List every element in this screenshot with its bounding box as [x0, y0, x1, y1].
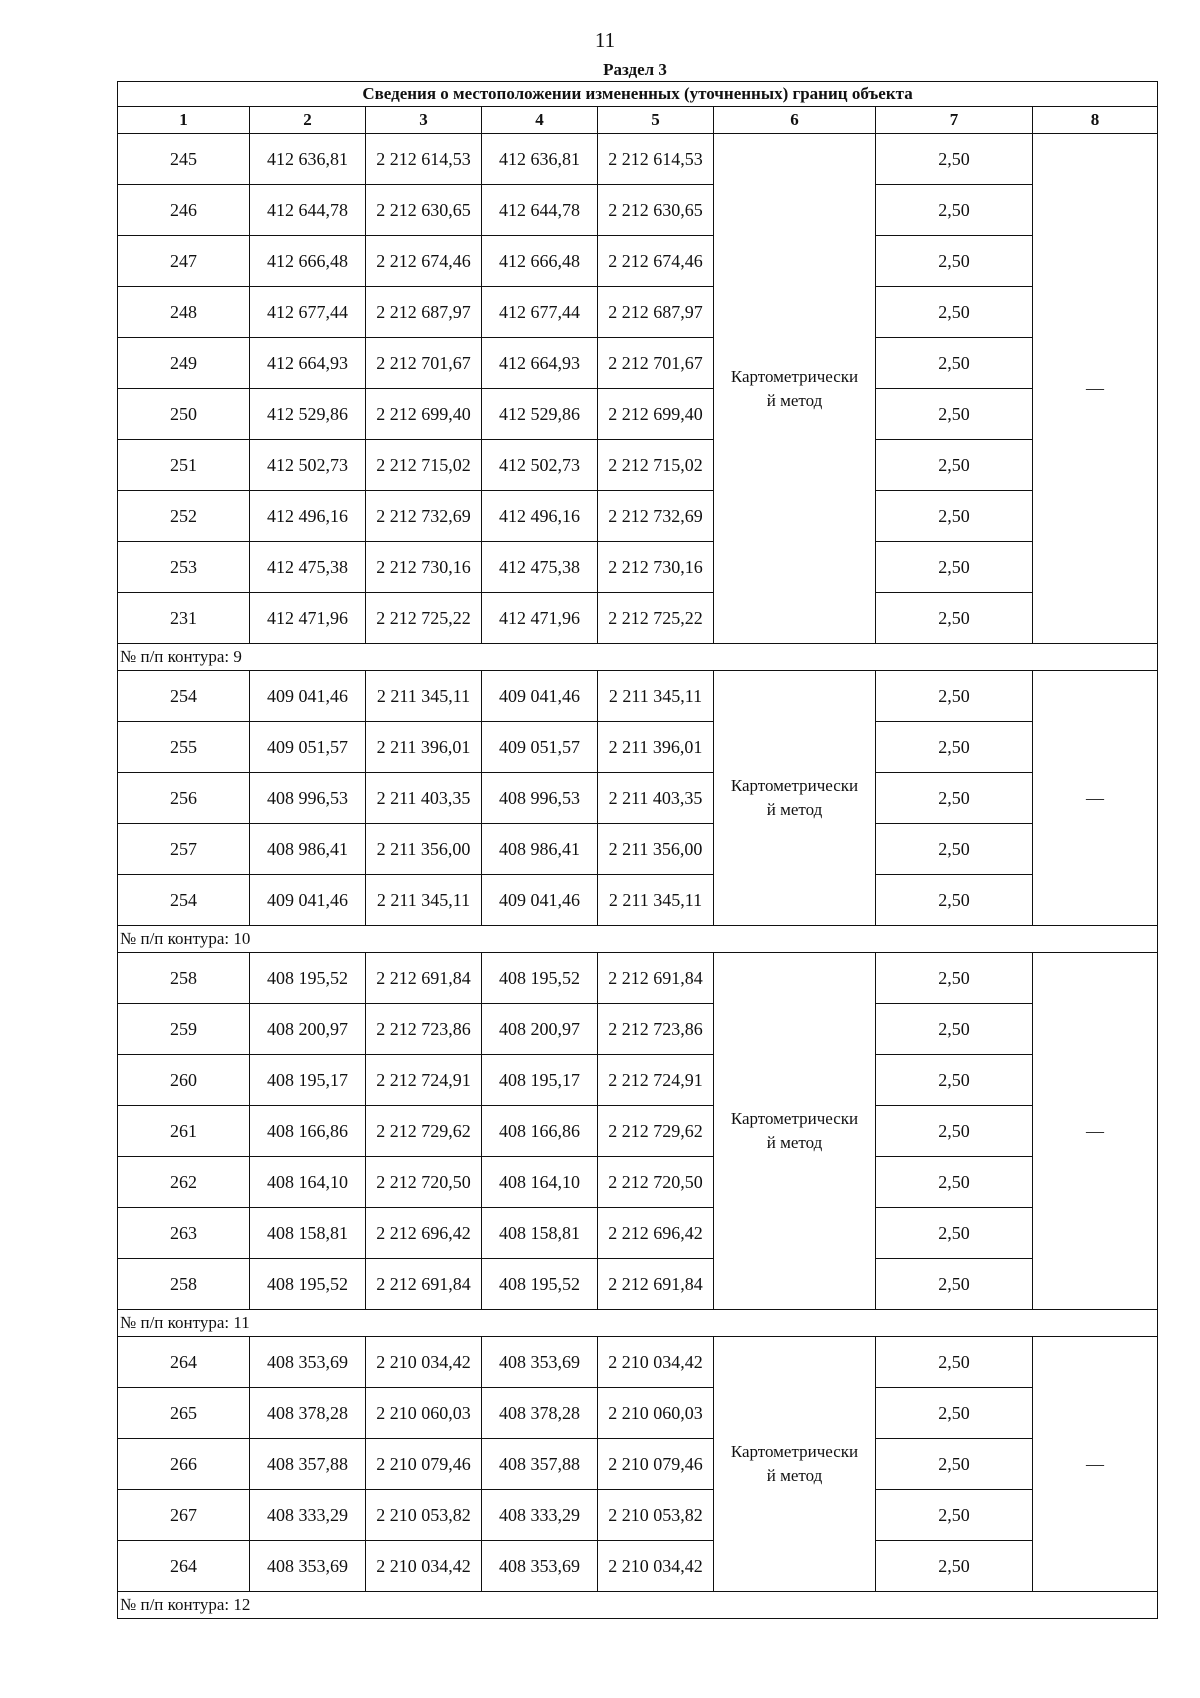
table-cell: 2 210 060,03 — [598, 1388, 714, 1439]
column-header: 7 — [876, 107, 1033, 134]
contour-number: 9 — [233, 647, 242, 666]
accuracy-cell: 2,50 — [876, 671, 1033, 722]
table-cell: 412 475,38 — [482, 542, 598, 593]
table-cell: 265 — [118, 1388, 250, 1439]
table-cell: 2 210 034,42 — [366, 1541, 482, 1592]
coordinates-table — [117, 81, 1158, 1619]
table-cell: 2 212 723,86 — [366, 1004, 482, 1055]
contour-number: 12 — [233, 1595, 251, 1614]
table-cell: 246 — [118, 185, 250, 236]
table-cell: 408 200,97 — [482, 1004, 598, 1055]
contour-label: № п/п контура: — [120, 929, 230, 948]
table-cell: 2 211 396,01 — [598, 722, 714, 773]
table-row — [118, 1541, 1158, 1592]
table-cell: 409 041,46 — [482, 671, 598, 722]
table-cell: 2 212 696,42 — [598, 1208, 714, 1259]
accuracy-cell: 2,50 — [876, 1208, 1033, 1259]
table-row — [118, 953, 1158, 1004]
table-cell: 255 — [118, 722, 250, 773]
table-row — [118, 1106, 1158, 1157]
table-cell: 259 — [118, 1004, 250, 1055]
table-cell: 2 212 691,84 — [366, 953, 482, 1004]
accuracy-cell: 2,50 — [876, 1439, 1033, 1490]
table-cell: 408 158,81 — [482, 1208, 598, 1259]
contour-row — [118, 644, 1158, 671]
accuracy-cell: 2,50 — [876, 593, 1033, 644]
table-cell: 408 195,52 — [250, 953, 366, 1004]
table-cell: 263 — [118, 1208, 250, 1259]
method-text-line1: Картометрически — [730, 366, 859, 386]
method-text-line1: Картометрически — [730, 1442, 859, 1461]
contour-label: № п/п контура: — [120, 647, 230, 666]
accuracy-cell: 2,50 — [876, 953, 1033, 1004]
accuracy-cell: 2,50 — [876, 1259, 1033, 1310]
table-cell: 2 211 403,35 — [366, 773, 482, 824]
table-cell: 2 212 723,86 — [598, 1004, 714, 1055]
table-cell: 251 — [118, 440, 250, 491]
table-cell: 256 — [118, 773, 250, 824]
table-cell: 254 — [118, 671, 250, 722]
table-row — [118, 389, 1158, 440]
table-row — [118, 593, 1158, 644]
table-cell: 257 — [118, 824, 250, 875]
accuracy-cell: 2,50 — [876, 1490, 1033, 1541]
accuracy-cell: 2,50 — [876, 1337, 1033, 1388]
table-cell: 245 — [118, 134, 250, 185]
table-cell: 2 212 614,53 — [366, 134, 482, 185]
table-cell: 2 211 345,11 — [366, 875, 482, 926]
accuracy-cell: 2,50 — [876, 1157, 1033, 1208]
table-cell: 409 041,46 — [250, 671, 366, 722]
table-cell: 2 212 724,91 — [598, 1055, 714, 1106]
column-header: 1 — [118, 107, 250, 134]
table-cell: 412 644,78 — [250, 185, 366, 236]
column-header: 3 — [366, 107, 482, 134]
table-row — [118, 236, 1158, 287]
table-cell: 2 212 687,97 — [598, 287, 714, 338]
column-header: 4 — [482, 107, 598, 134]
table-cell: 408 195,17 — [250, 1055, 366, 1106]
contour-row — [118, 926, 1158, 953]
table-cell: 267 — [118, 1490, 250, 1541]
table-row — [118, 1439, 1158, 1490]
col8-dash-cell: — — [1033, 953, 1158, 1310]
table-row — [118, 287, 1158, 338]
table-cell: 264 — [118, 1337, 250, 1388]
table-cell: 2 212 614,53 — [598, 134, 714, 185]
accuracy-cell: 2,50 — [876, 440, 1033, 491]
table-cell: 264 — [118, 1541, 250, 1592]
table-cell: 409 041,46 — [482, 875, 598, 926]
accuracy-cell: 2,50 — [876, 542, 1033, 593]
table-cell: 2 211 403,35 — [598, 773, 714, 824]
accuracy-cell: 2,50 — [876, 773, 1033, 824]
table-cell: 2 212 701,67 — [598, 338, 714, 389]
method-cell — [714, 671, 876, 926]
accuracy-cell: 2,50 — [876, 1055, 1033, 1106]
table-cell: 248 — [118, 287, 250, 338]
column-header: 2 — [250, 107, 366, 134]
col8-dash-cell: — — [1033, 134, 1158, 644]
method-text-line1: Картометрически — [730, 776, 859, 795]
table-cell: 2 210 034,42 — [598, 1541, 714, 1592]
table-cell: 408 195,17 — [482, 1055, 598, 1106]
table-cell: 408 378,28 — [482, 1388, 598, 1439]
table-cell: 2 212 724,91 — [366, 1055, 482, 1106]
table-cell: 412 677,44 — [250, 287, 366, 338]
table-cell: 2 210 053,82 — [598, 1490, 714, 1541]
table-cell: 409 041,46 — [250, 875, 366, 926]
table-cell: 258 — [118, 953, 250, 1004]
table-cell: 408 353,69 — [250, 1541, 366, 1592]
contour-label-cell — [118, 1592, 1158, 1619]
table-cell: 412 664,93 — [482, 338, 598, 389]
contour-row — [118, 1592, 1158, 1619]
table-row — [118, 185, 1158, 236]
table-cell: 412 496,16 — [250, 491, 366, 542]
accuracy-cell: 2,50 — [876, 236, 1033, 287]
method-text-line1: Картометрически — [730, 1109, 859, 1128]
table-cell: 2 210 053,82 — [366, 1490, 482, 1541]
col8-dash-cell: — — [1033, 1337, 1158, 1592]
table-caption: Сведения о местоположении измененных (уточненных) границ объекта — [118, 82, 1158, 107]
table-cell: 258 — [118, 1259, 250, 1310]
column-header: 8 — [1033, 107, 1158, 134]
table-row — [118, 542, 1158, 593]
accuracy-cell: 2,50 — [876, 1004, 1033, 1055]
table-cell: 2 212 730,16 — [366, 542, 482, 593]
table-cell: 412 529,86 — [482, 389, 598, 440]
table-cell: 2 212 630,65 — [366, 185, 482, 236]
table-cell: 252 — [118, 491, 250, 542]
table-cell: 2 211 356,00 — [598, 824, 714, 875]
table-cell: 2 211 356,00 — [366, 824, 482, 875]
accuracy-cell: 2,50 — [876, 875, 1033, 926]
table-cell: 2 212 699,40 — [366, 389, 482, 440]
table-row — [118, 875, 1158, 926]
table-cell: 408 333,29 — [250, 1490, 366, 1541]
table-row — [118, 338, 1158, 389]
method-cell — [714, 134, 876, 644]
section-title: Раздел 3 — [603, 60, 667, 79]
table-cell: 2 212 630,65 — [598, 185, 714, 236]
table-cell: 412 677,44 — [482, 287, 598, 338]
table-cell: 412 644,78 — [482, 185, 598, 236]
table-cell: 408 353,69 — [482, 1337, 598, 1388]
table-cell: 408 166,86 — [482, 1106, 598, 1157]
contour-number: 11 — [233, 1313, 250, 1332]
contour-label: № п/п контура: — [120, 1313, 230, 1332]
table-cell: 2 212 691,84 — [598, 953, 714, 1004]
table-cell: 2 212 674,46 — [366, 236, 482, 287]
table-cell: 412 529,86 — [250, 389, 366, 440]
table-cell: 412 475,38 — [250, 542, 366, 593]
table-cell: 412 666,48 — [482, 236, 598, 287]
table-cell: 408 333,29 — [482, 1490, 598, 1541]
table-row — [118, 1337, 1158, 1388]
table-cell: 2 212 732,69 — [366, 491, 482, 542]
table-cell: 408 195,52 — [250, 1259, 366, 1310]
table-cell: 2 212 715,02 — [366, 440, 482, 491]
table-cell: 2 212 725,22 — [598, 593, 714, 644]
table-cell: 2 211 345,11 — [598, 875, 714, 926]
accuracy-cell: 2,50 — [876, 1106, 1033, 1157]
table-cell: 231 — [118, 593, 250, 644]
table-cell: 2 212 674,46 — [598, 236, 714, 287]
table-cell: 2 211 345,11 — [598, 671, 714, 722]
contour-number: 10 — [233, 929, 251, 948]
table-cell: 412 471,96 — [482, 593, 598, 644]
table-cell: 412 636,81 — [250, 134, 366, 185]
method-text-line2: й метод — [766, 1466, 823, 1485]
table-cell: 412 471,96 — [250, 593, 366, 644]
table-cell: 2 210 034,42 — [366, 1337, 482, 1388]
table-cell: 2 212 696,42 — [366, 1208, 482, 1259]
table-cell: 408 986,41 — [482, 824, 598, 875]
table-cell: 408 158,81 — [250, 1208, 366, 1259]
method-text-line2: й метод — [766, 800, 823, 819]
table-row — [118, 1055, 1158, 1106]
table-cell: 260 — [118, 1055, 250, 1106]
table-row — [118, 1388, 1158, 1439]
contour-row — [118, 1310, 1158, 1337]
table-cell: 408 986,41 — [250, 824, 366, 875]
table-cell: 409 051,57 — [250, 722, 366, 773]
table-cell: 2 212 699,40 — [598, 389, 714, 440]
table-cell: 254 — [118, 875, 250, 926]
table-cell: 412 496,16 — [482, 491, 598, 542]
table-cell: 412 666,48 — [250, 236, 366, 287]
table-row — [118, 1259, 1158, 1310]
table-cell: 247 — [118, 236, 250, 287]
table-cell: 409 051,57 — [482, 722, 598, 773]
table-row — [118, 1208, 1158, 1259]
table-row — [118, 1004, 1158, 1055]
contour-label-cell — [118, 1310, 1158, 1337]
table-cell: 2 212 732,69 — [598, 491, 714, 542]
table-cell: 408 353,69 — [482, 1541, 598, 1592]
contour-label: № п/п контура: — [120, 1595, 230, 1614]
table-cell: 2 210 079,46 — [366, 1439, 482, 1490]
accuracy-cell: 2,50 — [876, 389, 1033, 440]
table-cell: 408 195,52 — [482, 953, 598, 1004]
table-cell: 408 357,88 — [250, 1439, 366, 1490]
table-row — [118, 491, 1158, 542]
table-row — [118, 1490, 1158, 1541]
table-row — [118, 440, 1158, 491]
contour-label-cell — [118, 644, 1158, 671]
table-cell: 2 212 715,02 — [598, 440, 714, 491]
table-cell: 408 357,88 — [482, 1439, 598, 1490]
accuracy-cell: 2,50 — [876, 722, 1033, 773]
table-cell: 408 353,69 — [250, 1337, 366, 1388]
accuracy-cell: 2,50 — [876, 134, 1033, 185]
method-text-line2: й метод — [766, 390, 823, 410]
table-cell: 253 — [118, 542, 250, 593]
accuracy-cell: 2,50 — [876, 491, 1033, 542]
table-cell: 2 212 691,84 — [598, 1259, 714, 1310]
method-text-line2: й метод — [766, 1133, 823, 1152]
table-body — [118, 134, 1158, 1619]
table-cell: 2 211 345,11 — [366, 671, 482, 722]
table-cell: 2 212 701,67 — [366, 338, 482, 389]
table-cell: 2 210 079,46 — [598, 1439, 714, 1490]
page-number: 11 — [594, 28, 616, 52]
table-cell: 412 664,93 — [250, 338, 366, 389]
table-row — [118, 1157, 1158, 1208]
accuracy-cell: 2,50 — [876, 1541, 1033, 1592]
table-cell: 262 — [118, 1157, 250, 1208]
table-cell: 408 996,53 — [250, 773, 366, 824]
table-cell: 408 200,97 — [250, 1004, 366, 1055]
table-cell: 2 212 720,50 — [598, 1157, 714, 1208]
table-cell: 412 502,73 — [482, 440, 598, 491]
table-cell: 408 996,53 — [482, 773, 598, 824]
accuracy-cell: 2,50 — [876, 824, 1033, 875]
accuracy-cell: 2,50 — [876, 338, 1033, 389]
table-row — [118, 671, 1158, 722]
table-cell: 408 195,52 — [482, 1259, 598, 1310]
table-cell: 250 — [118, 389, 250, 440]
table-cell: 266 — [118, 1439, 250, 1490]
table-cell: 2 212 725,22 — [366, 593, 482, 644]
column-header: 5 — [598, 107, 714, 134]
table-cell: 2 210 060,03 — [366, 1388, 482, 1439]
contour-label-cell — [118, 926, 1158, 953]
table-row — [118, 824, 1158, 875]
table-cell: 2 210 034,42 — [598, 1337, 714, 1388]
table-cell: 408 164,10 — [482, 1157, 598, 1208]
col8-dash-cell: — — [1033, 671, 1158, 926]
accuracy-cell: 2,50 — [876, 287, 1033, 338]
table-cell: 2 212 691,84 — [366, 1259, 482, 1310]
table-cell: 408 166,86 — [250, 1106, 366, 1157]
table-cell: 2 212 720,50 — [366, 1157, 482, 1208]
table-cell: 2 212 687,97 — [366, 287, 482, 338]
table-cell: 261 — [118, 1106, 250, 1157]
table-cell: 408 378,28 — [250, 1388, 366, 1439]
column-header: 6 — [714, 107, 876, 134]
table-cell: 2 212 729,62 — [598, 1106, 714, 1157]
table-row — [118, 134, 1158, 185]
table-cell: 412 636,81 — [482, 134, 598, 185]
method-cell — [714, 1337, 876, 1592]
accuracy-cell: 2,50 — [876, 1388, 1033, 1439]
table-cell: 2 211 396,01 — [366, 722, 482, 773]
table-cell: 412 502,73 — [250, 440, 366, 491]
table-row — [118, 722, 1158, 773]
accuracy-cell: 2,50 — [876, 185, 1033, 236]
table-row — [118, 773, 1158, 824]
column-header-row — [118, 107, 1158, 134]
method-cell — [714, 953, 876, 1310]
table-cell: 408 164,10 — [250, 1157, 366, 1208]
table-cell: 249 — [118, 338, 250, 389]
table-cell: 2 212 729,62 — [366, 1106, 482, 1157]
table-cell: 2 212 730,16 — [598, 542, 714, 593]
